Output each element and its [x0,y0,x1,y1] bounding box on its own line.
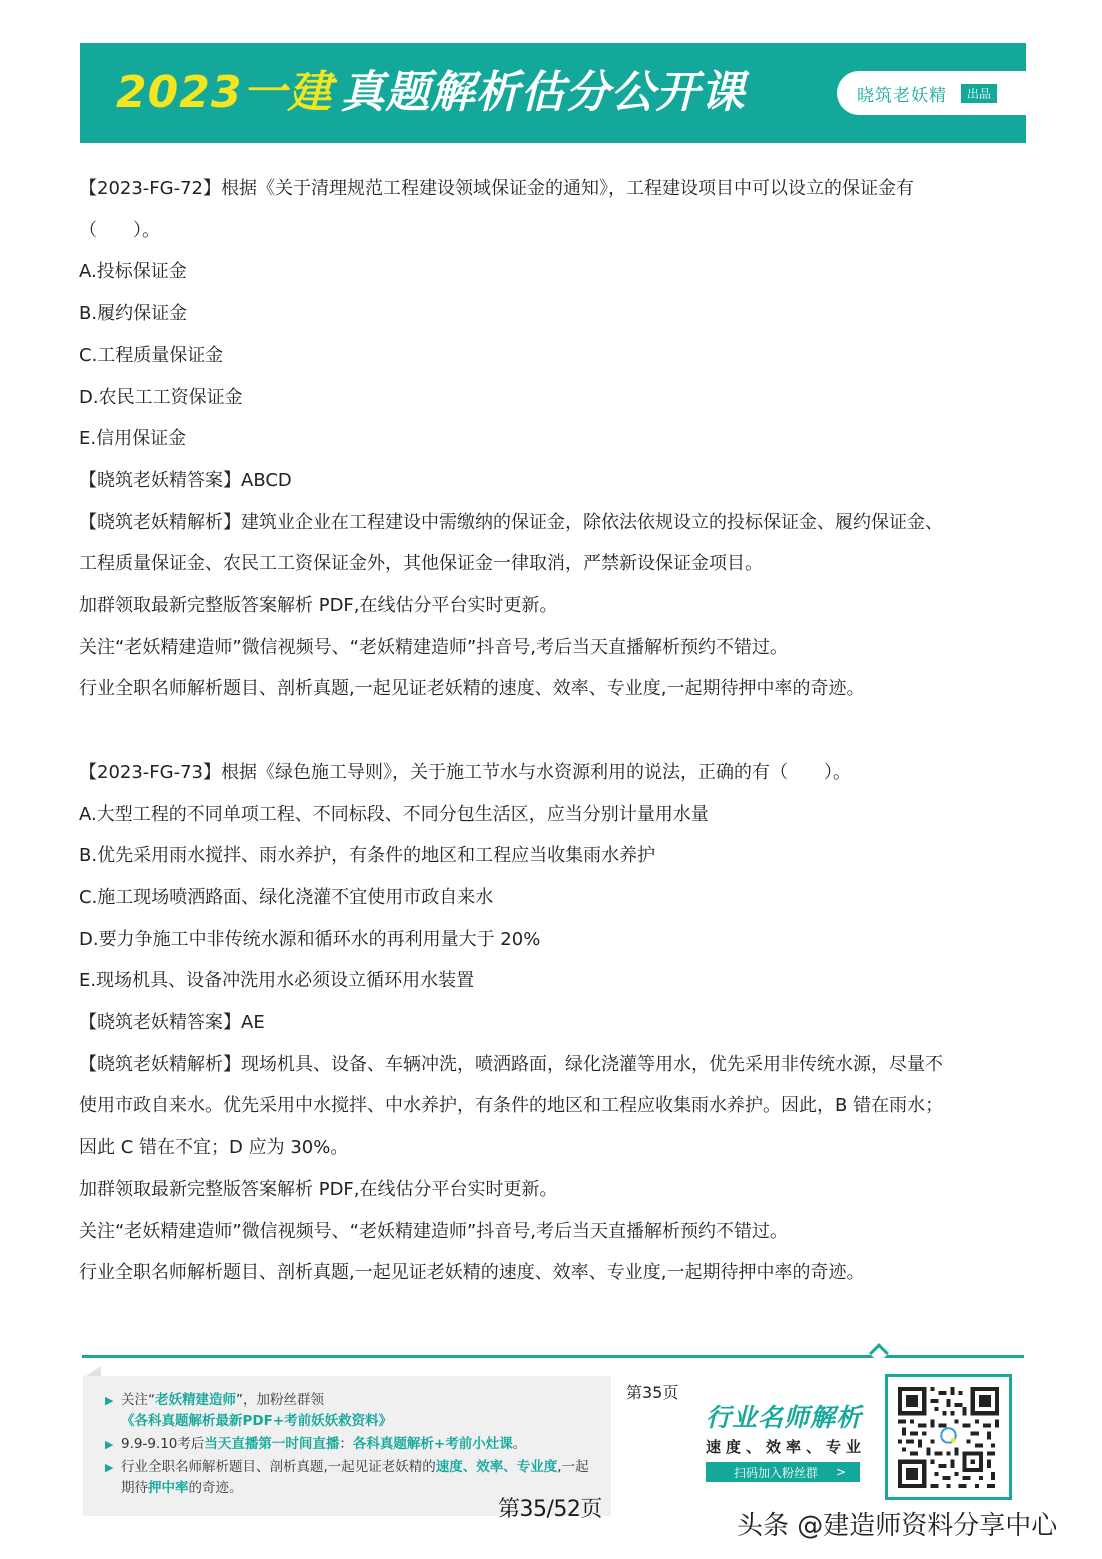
triangle-bullet-icon: ▶ [105,1461,114,1474]
join-fan-group-label: 扫码加入粉丝群 [734,1465,819,1480]
chevron-right-icon: > [835,1465,846,1479]
question-stem: 【2023-FG-73】根据《绿色施工导则》，关于施工节水与水资源利用的说法，正确的有（ ）。 [79,761,852,783]
slogan-title: 行业名师解析 [706,1403,863,1432]
answer: 【晓筑老妖精答案】ABCD [79,469,292,491]
document-body [79,168,1029,1294]
promo-line: 关注“老妖精建造师”微信视频号、“老妖精建造师”抖音号,考后当天直播解析预约不错过。 [79,636,789,658]
footer-promo-item: ▶ 9.9-9.10考后当天直播第一时间直播：各科真题解析+考前小灶课。 [105,1434,595,1455]
watermark: 头条 @建造师资料分享中心 [737,1511,1058,1541]
slogan-block [706,1402,867,1482]
option-a: A.大型工程的不同单项工程、不同标段、不同分包生活区，应当分别计量用水量 [79,803,709,825]
qr-code-icon [898,1387,999,1488]
promo-line: 加群领取最新完整版答案解析 PDF,在线估分平台实时更新。 [79,1178,558,1200]
question-block [79,168,1029,710]
footer-promo-item: ▶ 关注“老妖精建造师”，加粉丝群领《各科真题解析最新PDF+考前妖妖救资料》 [105,1392,393,1429]
option-e: E.现场机具、设备冲洗用水必须设立循环用水装置 [79,970,475,992]
option-c: C.工程质量保证金 [79,344,224,366]
question-block [79,752,1029,1294]
question-stem: 【2023-FG-72】根据《关于清理规范工程建设领域保证金的通知》，工程建设项目中可以设立的保证金有 [79,178,915,199]
option-d: D.农民工工资保证金 [79,386,243,408]
qr-code-frame[interactable] [885,1374,1012,1500]
analysis-line: 【晓筑老妖精解析】建筑业企业在工程建设中需缴纳的保证金，除依法依规设立的投标保证金、履约保证金、 [79,511,943,533]
banner-title [116,65,745,121]
analysis-line: 因此 C 错在不宜；D 应为 30%。 [79,1137,349,1159]
triangle-bullet-icon: ▶ [105,1394,114,1407]
analysis-line: 【晓筑老妖精解析】现场机具、设备、车辆冲洗，喷洒路面，绿化浇灌等用水，优先采用非传统水源，尽量不 [79,1053,943,1075]
footer-promo-item: ▶ 行业全职名师解析题目、剖析真题,一起见证老妖精的速度、效率、专业度,一起期待押中率的奇迹。 [105,1459,589,1496]
promo-line: 行业全职名师解析题目、剖析真题,一起见证老妖精的速度、效率、专业度,一起期待押中率的奇迹。 [79,1262,865,1284]
answer: 【晓筑老妖精答案】AE [79,1012,265,1034]
option-b: B.优先采用雨水搅拌、雨水养护，有条件的地区和工程应当收集雨水养护 [79,845,656,867]
promo-line: 加群领取最新完整版答案解析 PDF,在线估分平台实时更新。 [79,595,558,617]
brand-tag: 出品 [961,84,997,103]
brand-name: 晓筑老妖精 [857,85,947,106]
promo-line: 行业全职名师解析题目、剖析真题,一起见证老妖精的速度、效率、专业度,一起期待押中率的奇迹。 [79,678,865,700]
brand-badge [837,71,1032,115]
banner-title-year: 2023一建 [116,67,333,118]
option-d: D.要力争施工中非传统水源和循环水的再利用量大于 20% [79,928,541,950]
join-fan-group-button[interactable] [706,1462,860,1482]
page-number: 第35/52页 [498,1497,602,1522]
slogan-subtitle: 速度、效率、专业 [706,1438,867,1456]
option-e: E.信用保证金 [79,428,187,450]
page-number-small: 第35页 [626,1383,679,1402]
option-a: A.投标保证金 [79,261,187,283]
triangle-bullet-icon: ▶ [105,1438,114,1451]
footer-promo-list [105,1390,595,1501]
analysis-line: 工程质量保证金、农民工工资保证金外，其他保证金一律取消，严禁新设保证金项目。 [79,553,763,575]
promo-line: 关注“老妖精建造师”微信视频号、“老妖精建造师”抖音号,考后当天直播解析预约不错过。 [79,1220,789,1242]
option-c: C.施工现场喷洒路面、绿化浇灌不宜使用市政自来水 [79,886,494,908]
option-b: B.履约保证金 [79,303,188,325]
footer-notch [869,1343,889,1363]
question-stem-blank: （ ）。 [79,219,160,241]
spacer [79,710,1029,752]
header-banner [80,43,1026,143]
analysis-line: 使用市政自来水。优先采用中水搅拌、中水养护，有条件的地区和工程应收集雨水养护。因此，B 错在雨水； [79,1095,944,1117]
banner-title-rest: 真题解析估分公开课 [340,67,746,118]
